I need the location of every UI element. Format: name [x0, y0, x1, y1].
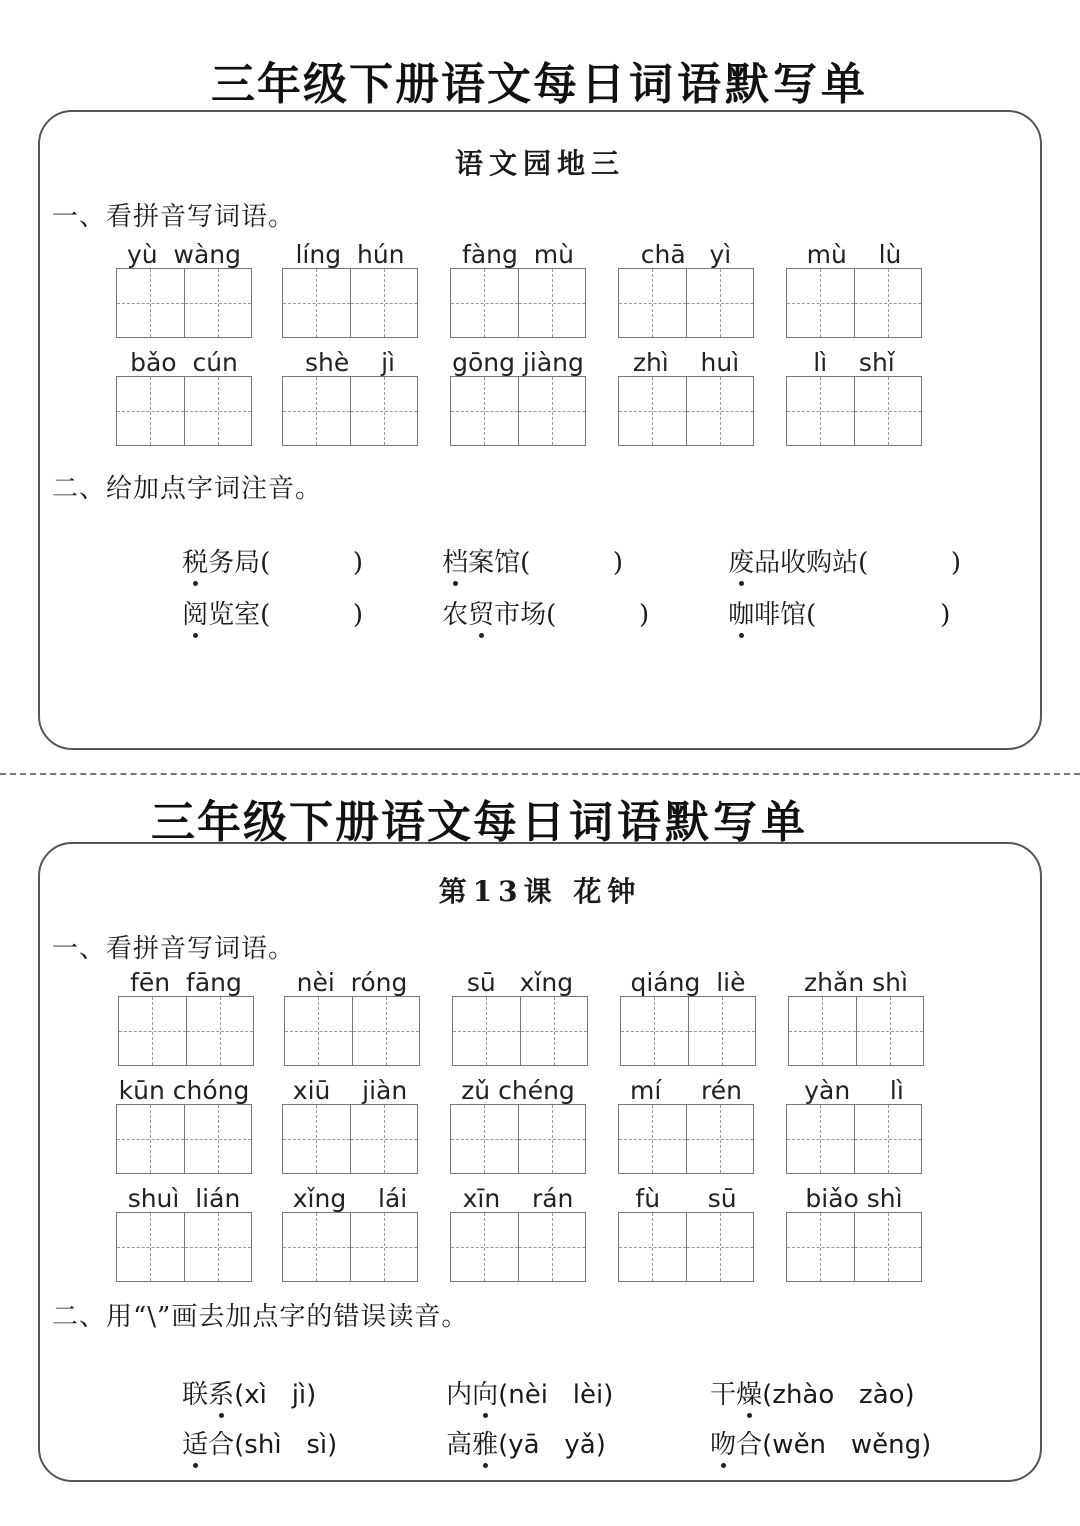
dotted-char: 雅 — [472, 1430, 499, 1460]
title-part-a: 三年级下册语文 — [211, 59, 533, 110]
worksheet-card — [38, 842, 1042, 1482]
pronunciation-item[interactable]: 吻合(wěn wěng) — [710, 1430, 932, 1460]
pinyin-options: (shì sì) — [234, 1430, 338, 1460]
writing-boxes[interactable] — [618, 1212, 754, 1282]
pinyin-options: (nèi lèi) — [498, 1380, 614, 1410]
pinyin-options: (wěn wěng) — [762, 1430, 932, 1460]
dotted-char: 适 — [182, 1430, 209, 1460]
word-item — [450, 240, 586, 340]
word-item — [620, 968, 756, 1068]
title-part-b: 每日词语默写单 — [533, 59, 869, 110]
pronunciation-item[interactable]: 干燥(zhào zào) — [710, 1380, 915, 1410]
dotted-char: 系 — [208, 1380, 235, 1410]
pinyin-label: bǎo cún — [130, 348, 238, 377]
section-heading-pinyin: 一、看拼音写词语。 — [52, 202, 296, 232]
dotted-char: 向 — [472, 1380, 499, 1410]
word-row — [116, 348, 956, 448]
writing-boxes[interactable] — [450, 1212, 586, 1282]
word-item — [282, 1076, 418, 1176]
annotation-item[interactable]: 咖啡馆( ) — [728, 600, 951, 630]
pinyin-options: (zhào zào) — [762, 1380, 915, 1410]
writing-boxes[interactable] — [116, 268, 252, 338]
pinyin-label: shuì lián — [127, 1184, 241, 1213]
pinyin-label: fàng mù — [462, 240, 574, 269]
pronunciation-item[interactable]: 适合(shì sì) — [182, 1430, 338, 1460]
word-item — [450, 348, 586, 448]
annotation-item[interactable]: 阅览室( ) — [182, 600, 364, 630]
worksheet-title — [0, 48, 1080, 112]
writing-boxes[interactable] — [282, 268, 418, 338]
word-item — [618, 1076, 754, 1176]
worksheet-card — [38, 110, 1042, 750]
pinyin-label: shè jì — [305, 348, 395, 377]
pinyin-label: biǎo shì — [805, 1184, 903, 1213]
pinyin-label: lì shǐ — [813, 348, 895, 377]
word-row — [116, 1184, 956, 1284]
word-item — [786, 240, 922, 340]
writing-boxes[interactable] — [282, 1212, 418, 1282]
word-row — [116, 968, 956, 1068]
annotation-item[interactable]: 档案馆( ) — [442, 548, 624, 578]
pinyin-label: líng hún — [295, 240, 405, 269]
pinyin-label: fēn fāng — [130, 968, 242, 997]
title-part-a: 三年级下册语文 — [151, 797, 473, 848]
word-item — [282, 348, 418, 448]
pinyin-label: zhǎn shì — [804, 968, 908, 997]
title-part-b: 每日词语默写单 — [473, 797, 809, 848]
pronunciation-item[interactable]: 联系(xì jì) — [182, 1380, 317, 1410]
pinyin-label: zhì huì — [632, 348, 740, 377]
worksheet-2 — [0, 780, 1080, 1520]
writing-boxes[interactable] — [786, 376, 922, 446]
annotation-item[interactable]: 农贸市场( ) — [442, 600, 650, 630]
word-row — [116, 240, 956, 340]
dotted-char: 档 — [442, 548, 469, 578]
word-item — [116, 1184, 252, 1284]
writing-boxes[interactable] — [618, 268, 754, 338]
word-item — [116, 348, 252, 448]
word-item — [116, 1076, 252, 1176]
word-row — [116, 1076, 956, 1176]
word-item — [786, 348, 922, 448]
word-item — [450, 1076, 586, 1176]
cut-line-divider — [0, 773, 1080, 775]
pronunciation-item[interactable]: 内向(nèi lèi) — [446, 1380, 614, 1410]
pinyin-label: fù sū — [635, 1184, 737, 1213]
writing-boxes[interactable] — [116, 376, 252, 446]
dotted-char: 燥 — [736, 1380, 763, 1410]
section-heading-strike: 二、用“\”画去加点字的错误读音。 — [52, 1302, 469, 1332]
writing-boxes[interactable] — [620, 996, 756, 1066]
writing-boxes[interactable] — [116, 1104, 252, 1174]
pinyin-label: sū xǐng — [466, 968, 574, 997]
pinyin-label: nèi róng — [296, 968, 408, 997]
writing-boxes[interactable] — [118, 996, 254, 1066]
pinyin-label: mí rén — [630, 1076, 742, 1105]
writing-boxes[interactable] — [788, 996, 924, 1066]
pinyin-label: xiū jiàn — [292, 1076, 408, 1105]
writing-boxes[interactable] — [618, 376, 754, 446]
annotation-item[interactable]: 税务局( ) — [182, 548, 364, 578]
word-item — [786, 1184, 922, 1284]
word-item — [118, 968, 254, 1068]
pinyin-label: kūn chóng — [118, 1076, 250, 1105]
section-heading-annotate: 二、给加点字词注音。 — [52, 474, 323, 504]
writing-boxes[interactable] — [284, 996, 420, 1066]
dotted-char: 税 — [182, 548, 209, 578]
pinyin-label: xīn rán — [462, 1184, 574, 1213]
pinyin-label: yù wàng — [126, 240, 241, 269]
annotation-item[interactable]: 废品收购站( ) — [728, 548, 962, 578]
word-item — [450, 1184, 586, 1284]
pinyin-label: mù lù — [806, 240, 902, 269]
pinyin-label: gōng jiàng — [452, 348, 584, 377]
word-item — [618, 240, 754, 340]
word-item — [452, 968, 588, 1068]
word-item — [284, 968, 420, 1068]
pronunciation-item[interactable]: 高雅(yā yǎ) — [446, 1430, 606, 1460]
pinyin-options: (xì jì) — [234, 1380, 317, 1410]
word-item — [788, 968, 924, 1068]
writing-boxes[interactable] — [450, 376, 586, 446]
writing-boxes[interactable] — [282, 376, 418, 446]
lesson-title: 第13课 花钟 — [438, 875, 642, 908]
section-heading-pinyin: 一、看拼音写词语。 — [52, 934, 296, 964]
dotted-char: 废 — [728, 548, 755, 578]
word-item — [282, 1184, 418, 1284]
dotted-char: 咖 — [728, 600, 755, 630]
writing-boxes[interactable] — [618, 1104, 754, 1174]
writing-boxes[interactable] — [786, 268, 922, 338]
writing-boxes[interactable] — [452, 996, 588, 1066]
writing-boxes[interactable] — [786, 1104, 922, 1174]
pinyin-label: yàn lì — [804, 1076, 904, 1105]
writing-boxes[interactable] — [282, 1104, 418, 1174]
pinyin-label: xǐng lái — [292, 1184, 408, 1213]
writing-boxes[interactable] — [786, 1212, 922, 1282]
worksheet-1 — [0, 0, 1080, 760]
pinyin-options: (yā yǎ) — [498, 1430, 606, 1460]
word-item — [786, 1076, 922, 1176]
writing-boxes[interactable] — [450, 1104, 586, 1174]
worksheet-title — [0, 786, 1020, 850]
writing-boxes[interactable] — [116, 1212, 252, 1282]
dotted-char: 贸 — [468, 600, 495, 630]
word-item — [618, 1184, 754, 1284]
pinyin-label: qiáng liè — [630, 968, 746, 997]
pinyin-label: zǔ chéng — [461, 1076, 575, 1105]
word-item — [618, 348, 754, 448]
lesson-title: 语文园地三 — [454, 147, 625, 180]
writing-boxes[interactable] — [450, 268, 586, 338]
dotted-char: 吻 — [710, 1430, 737, 1460]
word-item — [282, 240, 418, 340]
pinyin-label: chā yì — [640, 240, 732, 269]
word-item — [116, 240, 252, 340]
dotted-char: 阅 — [182, 600, 209, 630]
